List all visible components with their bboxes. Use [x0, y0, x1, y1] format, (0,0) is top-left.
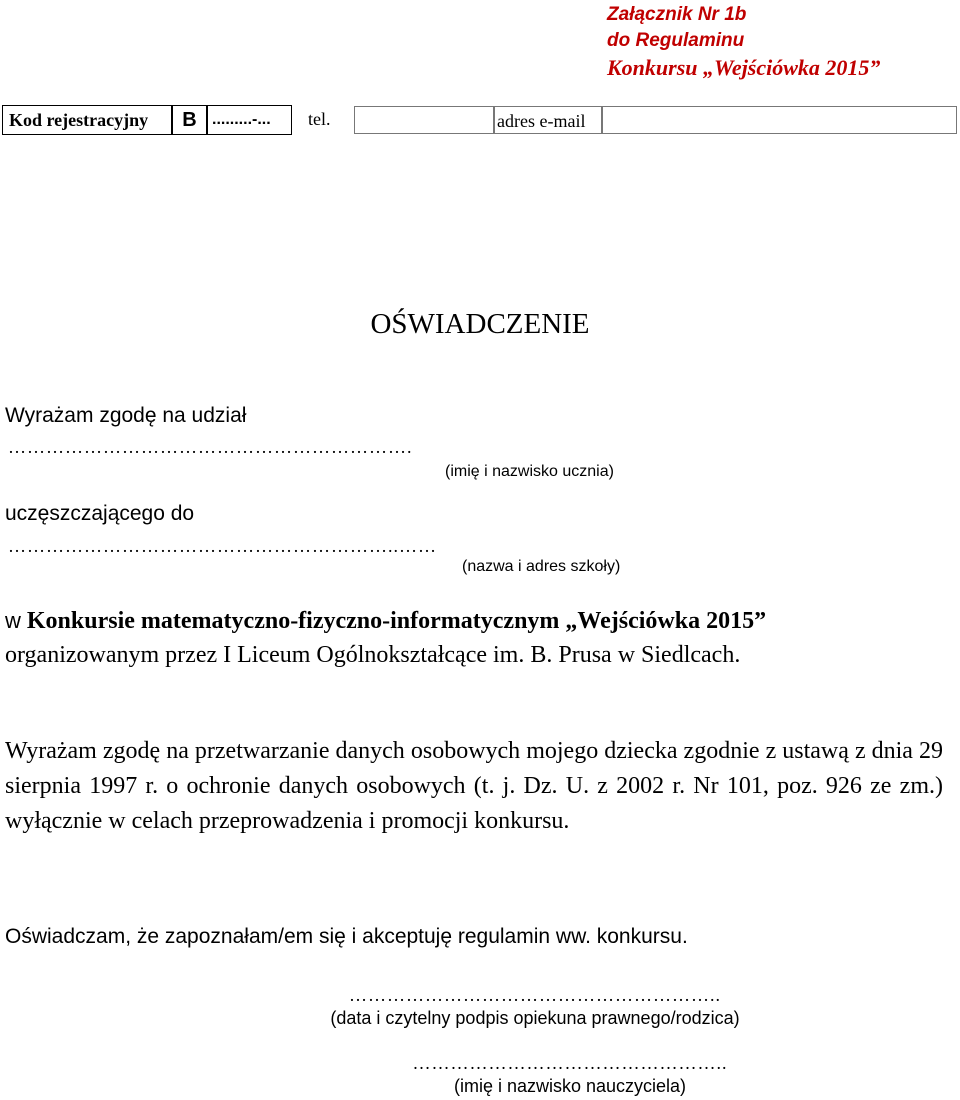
school-name-field[interactable]: ……………………………………………………..…… — [8, 536, 437, 556]
annex-line-2: do Regulaminu — [607, 30, 745, 51]
teacher-name-block — [360, 1053, 780, 1097]
teacher-name-hint: (imię i nazwisko nauczyciela) — [453, 1076, 687, 1096]
attending-label: uczęszczającego do — [5, 502, 195, 525]
contest-name: Konkursie matematyczno-fizyczno-informatycznym „Wejściówka 2015” — [26, 608, 767, 634]
school-name-hint: (nazwa i adres szkoły) — [462, 558, 621, 575]
student-name-hint: (imię i nazwisko ucznia) — [445, 463, 614, 480]
annex-line-3: Konkursu „Wejściówka 2015” — [607, 55, 881, 80]
email-label: adres e-mail — [494, 106, 602, 134]
data-consent-paragraph: Wyrażam zgodę na przetwarzanie danych osobowych mojego dziecka zgodnie z ustawą z dnia 29 sierpnia 1997 r. o ochronie danych osobowych (t. j. Dz. U. z 2002 r. Nr 101, poz. 926 ze zm.) wyłącznie w celach przeprowadzenia i promocji konkursu. — [5, 738, 943, 834]
tel-label: tel. — [308, 109, 331, 129]
registration-code-field[interactable]: .........-... — [207, 105, 292, 135]
student-name-field[interactable]: ………………………………………………………. — [8, 437, 413, 457]
annex-header — [607, 2, 880, 82]
document-title: OŚWIADCZENIE — [370, 308, 590, 340]
contest-organizer: organizowanym przez I Liceum Ogólnokształcące im. B. Prusa w Siedlcach. — [5, 642, 741, 668]
registration-prefix: B — [172, 105, 207, 135]
guardian-signature-block — [290, 985, 780, 1029]
annex-line-1: Załącznik Nr 1b — [607, 4, 747, 25]
tel-field[interactable] — [354, 106, 494, 134]
declaration-text: Oświadczam, że zapoznałam/em się i akceptuję regulamin ww. konkursu. — [5, 925, 688, 948]
registration-row — [2, 105, 958, 137]
email-field[interactable] — [602, 106, 957, 134]
contest-prefix: w — [5, 608, 21, 633]
contest-paragraph — [5, 604, 955, 672]
teacher-name-field[interactable]: ………………………………………….. — [412, 1053, 728, 1073]
registration-code-label: Kod rejestracyjny — [2, 105, 172, 135]
consent-line: Wyrażam zgodę na udział — [5, 404, 247, 427]
guardian-signature-hint: (data i czytelny podpis opiekuna prawnego/rodzica) — [330, 1008, 740, 1028]
guardian-signature-field[interactable]: ………………………………………………….. — [349, 985, 721, 1005]
